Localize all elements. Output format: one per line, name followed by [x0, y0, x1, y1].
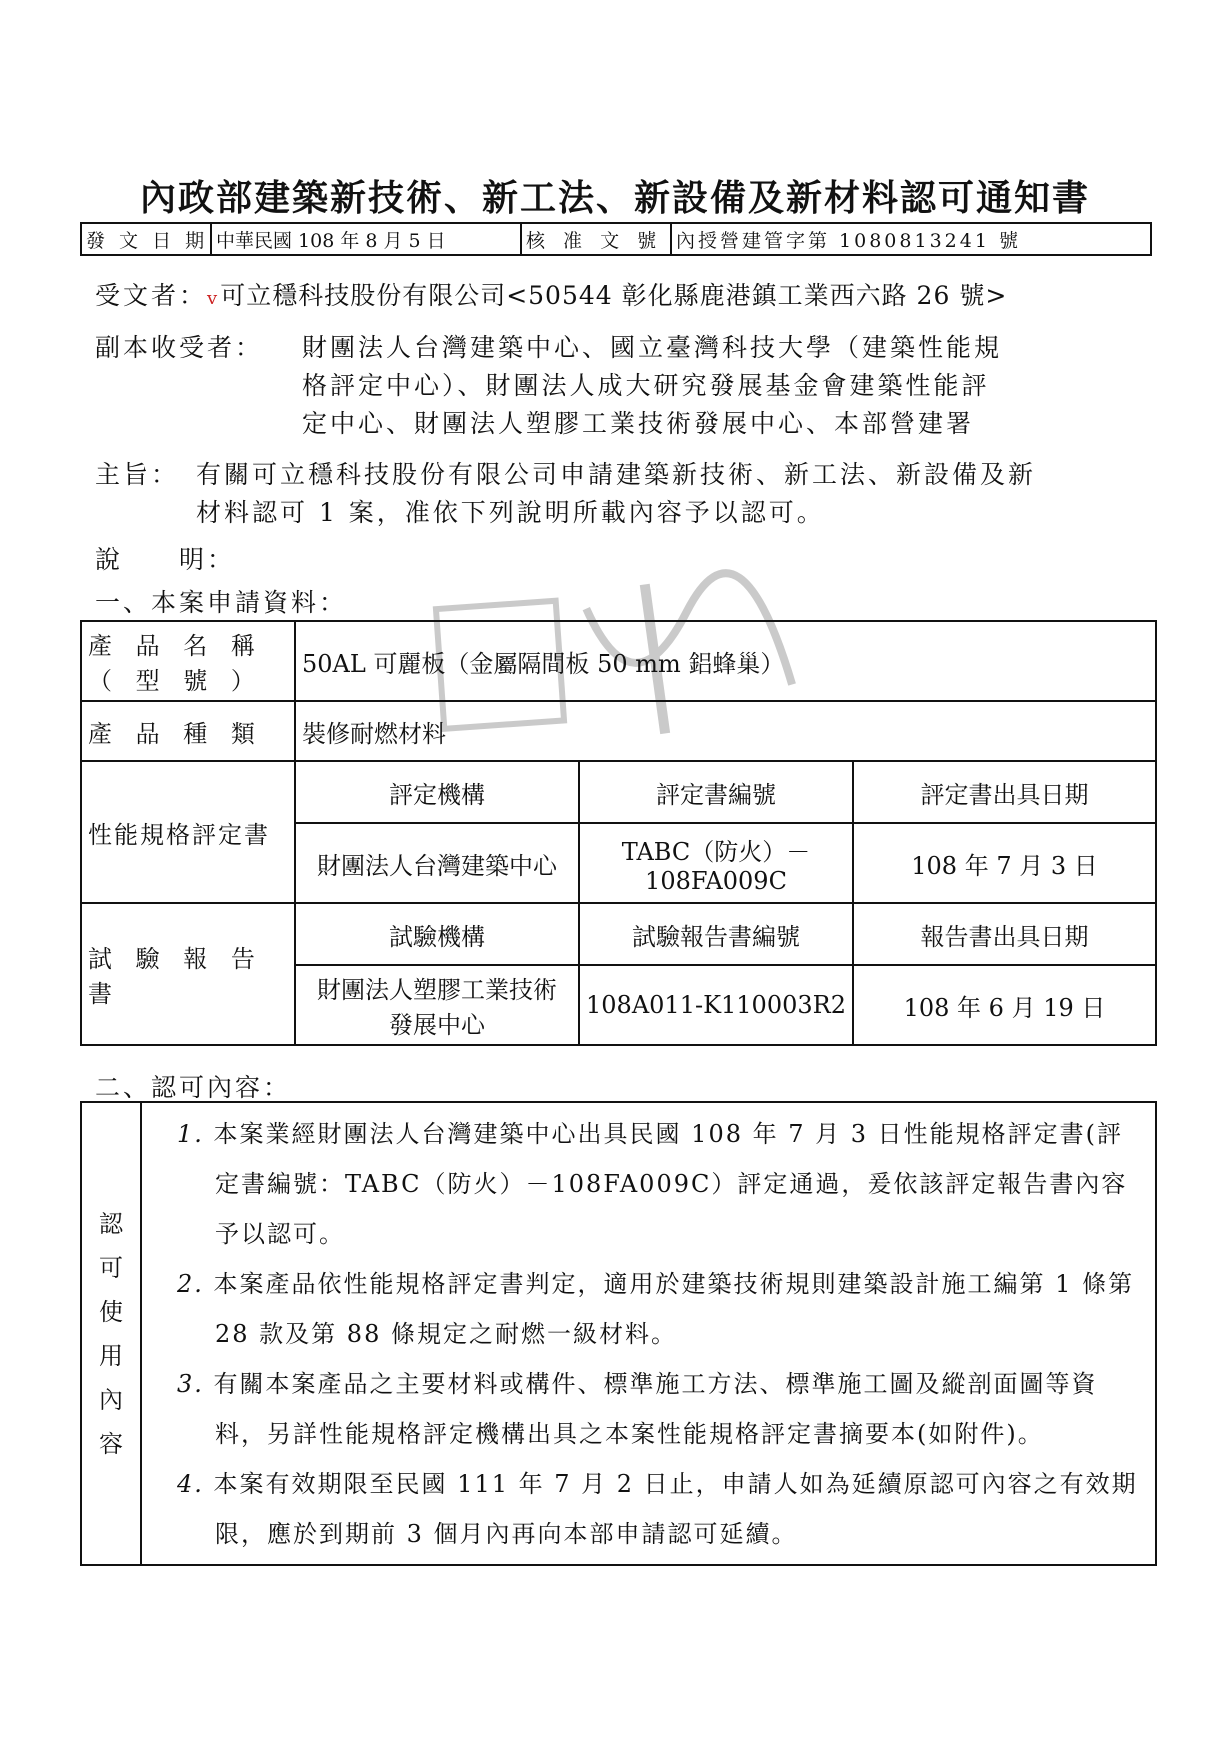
eval-header-no: 評定書編號	[579, 761, 853, 823]
item-number: 2.	[177, 1270, 204, 1298]
test-label: 試 驗 報 告 書	[81, 903, 295, 1045]
item-text: 有關本案產品之主要材料或構件、標準施工方法、標準施工圖及縱剖面圖等資料，另詳性能規格評定機構出具之本案性能規格評定書摘要本(如附件)。	[213, 1370, 1098, 1448]
product-type-value: 裝修耐燃材料	[295, 701, 1156, 761]
recipient-line	[95, 276, 1007, 312]
product-type-label: 產 品 種 類	[81, 701, 295, 761]
recipient-value: 可立穩科技股份有限公司<50544 彰化縣鹿港鎮工業西六路 26 號>	[220, 281, 1008, 310]
approval-item	[155, 1359, 1144, 1459]
approval-items	[141, 1102, 1156, 1565]
check-mark: v	[207, 288, 221, 309]
cc-line-2: 格評定中心）、財團法人成大研究發展基金會建築性能評	[302, 371, 990, 400]
side-char-3: 使	[99, 1297, 123, 1326]
subject-label: 主旨：	[95, 460, 180, 489]
item-text: 本案有效期限至民國 111 年 7 月 2 日止，申請人如為延續原認可內容之有效期限，應於到期前 3 個月內再向本部申請認可延續。	[213, 1470, 1138, 1548]
approval-content-table	[80, 1101, 1157, 1566]
eval-header-date: 評定書出具日期	[853, 761, 1156, 823]
approval-no-value: 內授營建管字第 1080813241 號	[676, 229, 1021, 252]
side-char-6: 容	[99, 1429, 123, 1458]
side-char-2: 可	[99, 1253, 123, 1282]
side-char-5: 內	[99, 1385, 123, 1414]
date-label: 發 文 日 期	[82, 224, 212, 254]
eval-date: 108 年 7 月 3 日	[853, 823, 1156, 903]
side-char-4: 用	[99, 1341, 123, 1370]
cc-line-3: 定中心、財團法人塑膠工業技術發展中心、本部營建署	[302, 409, 975, 438]
recipient-label: 受文者：	[95, 281, 208, 310]
item-number: 4.	[177, 1470, 204, 1498]
application-data-table	[80, 620, 1157, 1046]
subject-line-2: 材料認可 1 案，准依下列說明所載內容予以認可。	[196, 498, 825, 527]
header-bar	[80, 222, 1152, 256]
cc-line-1: 財團法人台灣建築中心、國立臺灣科技大學（建築性能規	[302, 333, 1003, 362]
test-header-org: 試驗機構	[295, 903, 579, 965]
item-number: 3.	[177, 1370, 204, 1398]
side-char-1: 認	[99, 1209, 123, 1238]
product-name-label-line2: （ 型 號 ）	[88, 667, 263, 695]
date-value: 中華民國 108 年 8 月 5 日	[212, 224, 522, 254]
eval-label: 性能規格評定書	[81, 761, 295, 903]
item-text: 本案產品依性能規格評定書判定，適用於建築技術規則建築設計施工編第 1 條第 28 款及第 88 條規定之耐燃一級材料。	[213, 1270, 1135, 1348]
approval-item	[155, 1109, 1144, 1259]
eval-org: 財團法人台灣建築中心	[295, 823, 579, 903]
explain-label: 說 明：	[95, 545, 236, 574]
test-no: 108A011-K110003R2	[579, 965, 853, 1045]
approval-side-label	[81, 1102, 141, 1565]
approval-item	[155, 1259, 1144, 1359]
product-name-label	[81, 621, 295, 701]
cc-label: 副本收受者：	[95, 333, 264, 362]
section1-heading: 一、本案申請資料：	[95, 588, 348, 617]
approval-no-label: 核 准 文 號	[522, 224, 672, 254]
approval-item	[155, 1459, 1144, 1559]
test-date: 108 年 6 月 19 日	[853, 965, 1156, 1045]
item-text: 本案業經財團法人台灣建築中心出具民國 108 年 7 月 3 日性能規格評定書(評定書編號：TABC（防火）－108FA009C）評定通過，爰依該評定報告書內容予以認可。	[213, 1120, 1128, 1248]
eval-no: TABC（防火）－ 108FA009C	[579, 823, 853, 903]
section2-heading: 二、認可內容：	[95, 1073, 292, 1102]
product-name-label-line1: 產 品 名 稱	[88, 632, 263, 660]
subject-line-1: 有關可立穩科技股份有限公司申請建築新技術、新工法、新設備及新	[196, 460, 1037, 489]
product-name-value: 50AL 可麗板（金屬隔間板 50 mm 鋁蜂巢）	[295, 621, 1156, 701]
test-org: 財團法人塑膠工業技術 發展中心	[295, 965, 579, 1045]
eval-header-org: 評定機構	[295, 761, 579, 823]
document-title: 內政部建築新技術、新工法、新設備及新材料認可通知書	[139, 177, 1090, 219]
test-header-no: 試驗報告書編號	[579, 903, 853, 965]
test-header-date: 報告書出具日期	[853, 903, 1156, 965]
item-number: 1.	[177, 1120, 204, 1148]
